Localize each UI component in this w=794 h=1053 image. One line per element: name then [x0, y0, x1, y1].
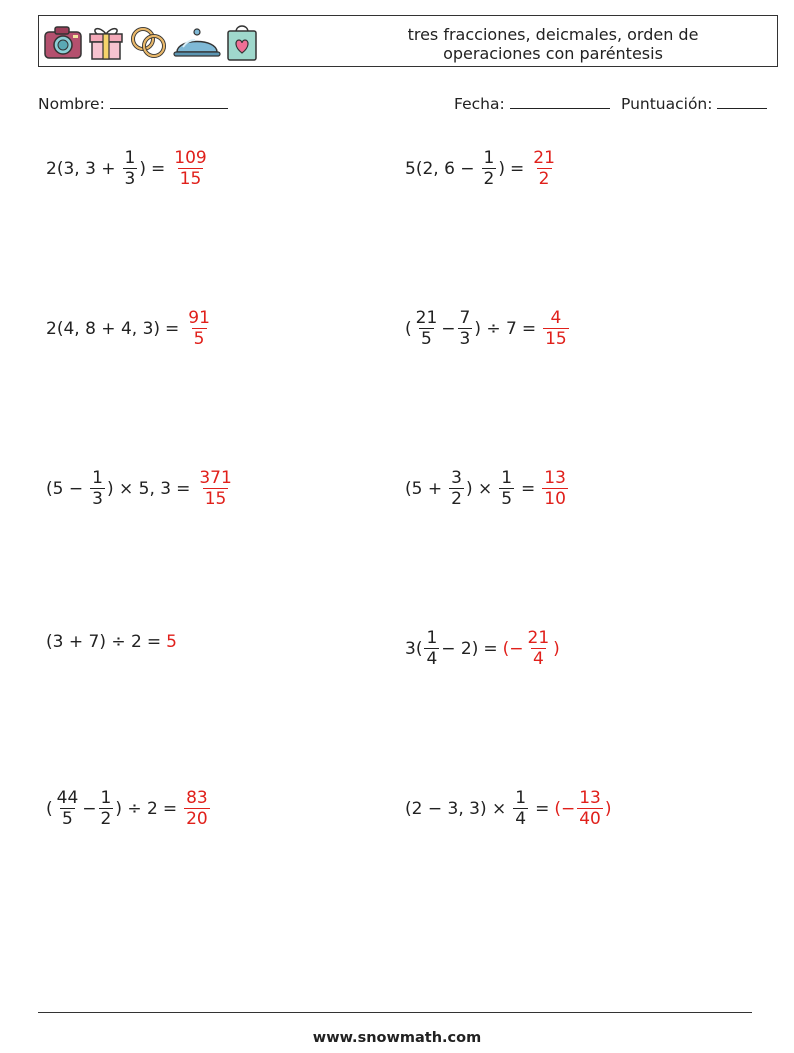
equals-sign: =	[510, 158, 525, 179]
expression-text: − 2)	[441, 638, 479, 659]
answer: $\frac{83}{20}$	[186, 788, 208, 829]
header-box	[38, 15, 778, 67]
fraction: $\frac{7}{3}$	[459, 308, 471, 349]
answer: 5	[166, 632, 177, 652]
equals-sign: =	[146, 632, 162, 652]
name-label: Nombre:	[38, 95, 105, 113]
name-field	[38, 94, 228, 113]
problem-10	[405, 788, 611, 829]
fraction: $\frac{1}{5}$	[501, 468, 513, 509]
fraction: $\frac{1}{2}$	[483, 148, 495, 189]
fraction: $\frac{1}{2}$	[100, 788, 112, 829]
problem-5	[46, 468, 236, 509]
problem-6	[405, 468, 570, 509]
equals-sign: =	[165, 318, 180, 339]
date-field	[454, 94, 610, 113]
expression-text: 2(3, 3 +	[46, 158, 116, 179]
answer: (− $\frac{21}{4}$ )	[502, 628, 560, 669]
answer: (− $\frac{13}{40}$ )	[554, 788, 612, 829]
gift-box-icon	[87, 23, 125, 61]
operator: −	[82, 798, 97, 819]
expression-text: ) ×	[465, 478, 493, 499]
expression-text: )	[498, 158, 506, 179]
expression-text: 5(2, 6 −	[405, 158, 475, 179]
answer: $\frac{4}{15}$	[545, 308, 567, 349]
problem-2	[405, 148, 559, 189]
problem-7	[46, 632, 177, 652]
fraction: $\frac{1}{4}$	[515, 788, 527, 829]
fraction: $\frac{3}{2}$	[451, 468, 462, 509]
expression-text: 2(4, 8 + 4, 3)	[46, 318, 161, 339]
expression-text: 3(	[405, 638, 423, 659]
expression-text: (5 +	[405, 478, 443, 499]
footer-divider	[38, 1012, 752, 1013]
problem-3	[46, 308, 214, 349]
equals-sign: =	[151, 158, 166, 179]
expression-text: (	[46, 798, 53, 819]
answer: $\frac{21}{2}$	[533, 148, 555, 189]
score-field	[621, 94, 767, 113]
operator: −	[441, 318, 456, 339]
equals-sign: =	[162, 798, 178, 819]
problem-1	[46, 148, 211, 189]
equals-sign: =	[176, 478, 191, 499]
camera-icon	[43, 24, 83, 60]
fraction: $\frac{44}{5}$	[56, 788, 79, 829]
answer: $\frac{109}{15}$	[174, 148, 207, 189]
answer: $\frac{91}{5}$	[188, 308, 210, 349]
wedding-rings-icon	[129, 23, 169, 61]
fraction: $\frac{1}{3}$	[124, 148, 136, 189]
expression-text: (	[405, 318, 412, 339]
fraction: $\frac{1}{3}$	[92, 468, 103, 509]
name-blank[interactable]	[110, 94, 228, 109]
equals-sign: =	[535, 798, 550, 819]
expression-text: (3 + 7) ÷ 2	[46, 632, 142, 652]
equals-sign: =	[483, 638, 498, 659]
score-blank[interactable]	[717, 94, 767, 109]
equals-sign: =	[521, 478, 536, 499]
fraction: $\frac{1}{4}$	[426, 628, 438, 669]
expression-text: (2 − 3, 3) ×	[405, 798, 507, 819]
score-label: Puntuación:	[621, 95, 713, 113]
problem-9	[46, 788, 212, 829]
header-icons	[43, 20, 259, 64]
expression-text: ) ÷ 2	[115, 798, 158, 819]
answer: $\frac{371}{15}$	[199, 468, 232, 509]
footer-url[interactable]: www.snowmath.com	[312, 1030, 482, 1046]
food-cloche-icon	[173, 25, 221, 59]
shopping-bag-heart-icon	[225, 22, 259, 62]
date-label: Fecha:	[454, 95, 505, 113]
date-blank[interactable]	[510, 94, 610, 109]
worksheet-title: tres fracciones, deicmales, orden de operaciones con paréntesis	[407, 25, 699, 63]
expression-text: (5 −	[46, 478, 84, 499]
equals-sign: =	[521, 318, 537, 339]
answer: $\frac{13}{10}$	[544, 468, 566, 509]
problem-8	[405, 628, 560, 669]
fraction: $\frac{21}{5}$	[415, 308, 438, 349]
problem-4	[405, 308, 571, 349]
expression-text: ) ÷ 7	[474, 318, 517, 339]
expression-text: ) × 5, 3	[106, 478, 172, 499]
expression-text: )	[139, 158, 147, 179]
